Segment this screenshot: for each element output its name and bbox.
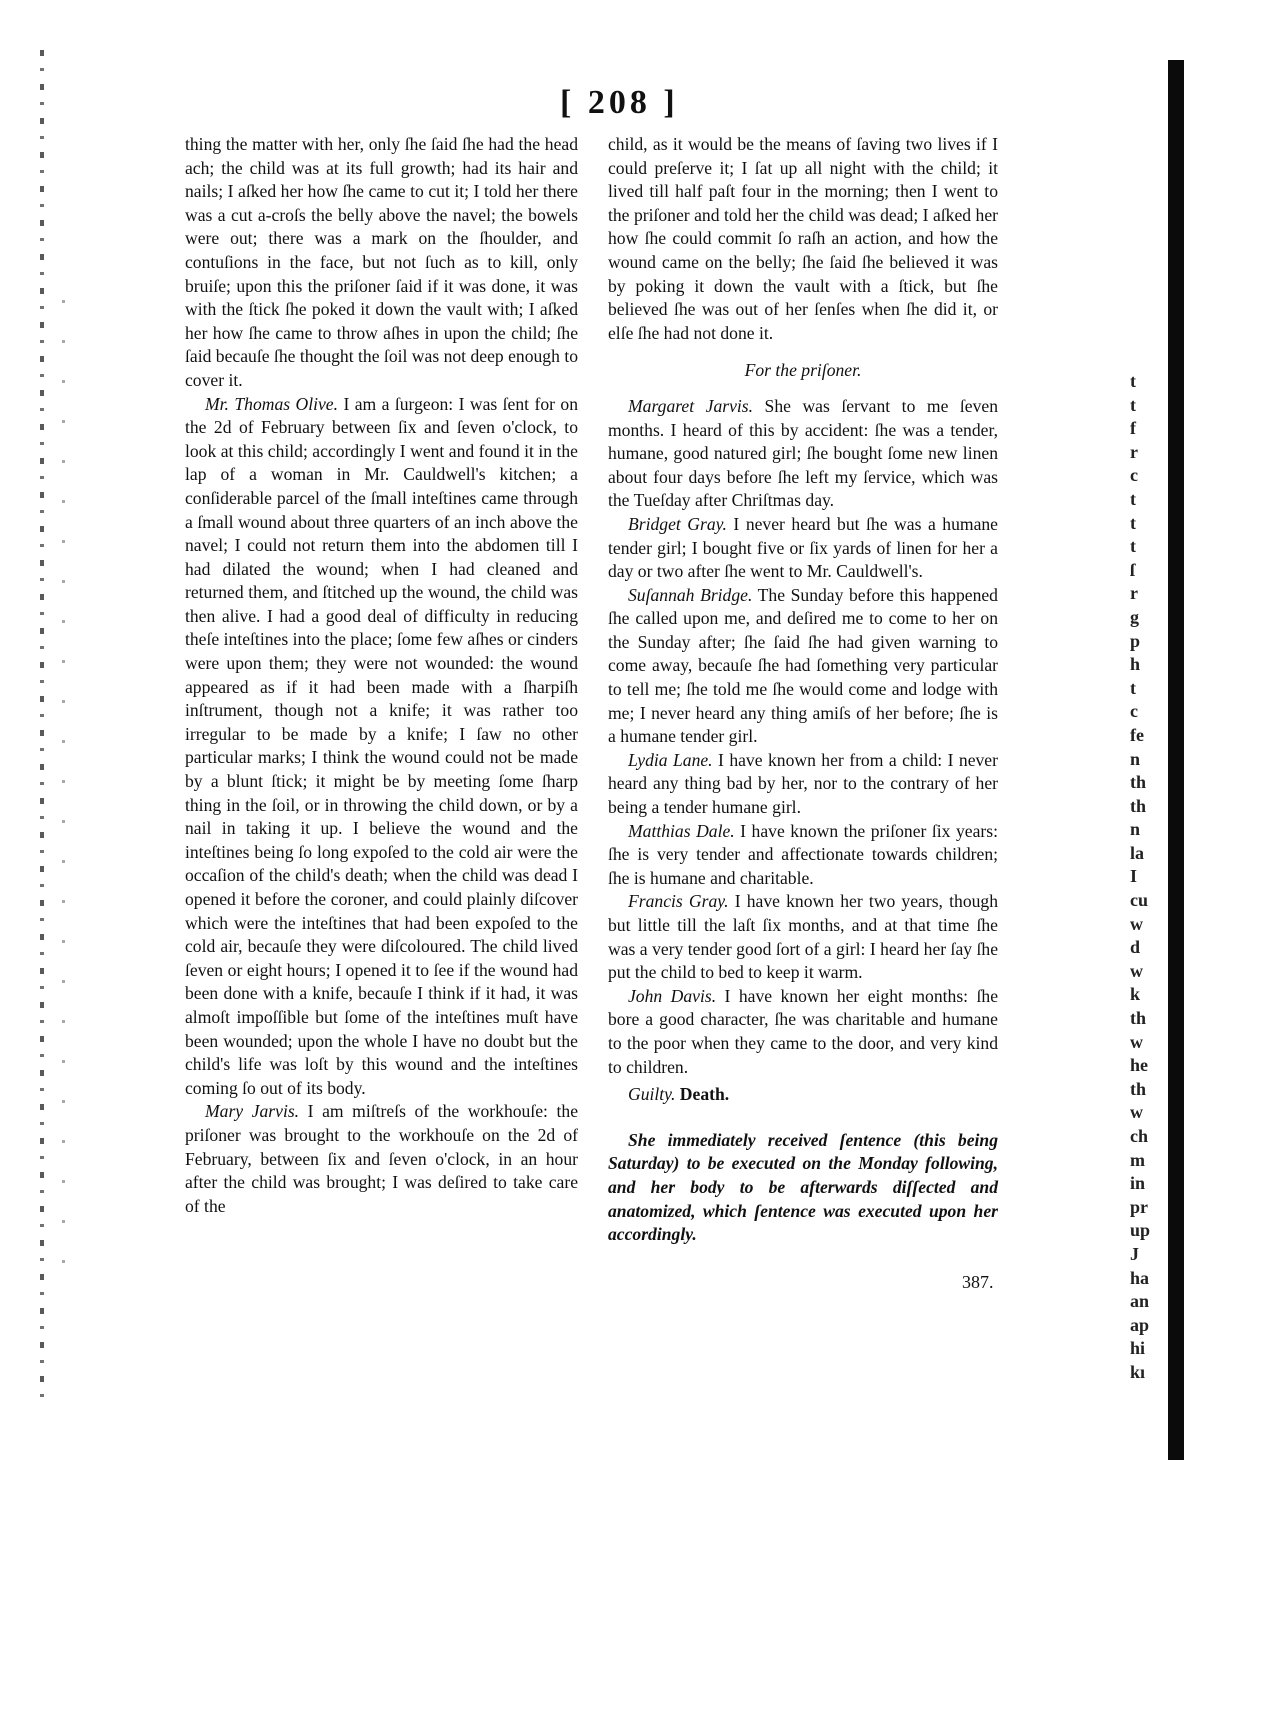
bleed-fragment: t [1130, 488, 1136, 509]
bleed-fragment: up [1130, 1220, 1151, 1241]
testimony-matthias-dale [608, 820, 998, 891]
witness-name: Mr. Thomas Olive. [205, 393, 339, 414]
bleed-fragment: t [1130, 677, 1136, 698]
bleed-fragment: w [1130, 1031, 1143, 1052]
bleed-fragment: cu [1130, 890, 1148, 911]
bleed-fragment: in [1130, 1173, 1146, 1194]
bleed-fragment: w [1130, 1102, 1143, 1123]
witness-name: Suſannah Bridge. [628, 584, 753, 605]
bleed-fragment: pr [1130, 1196, 1148, 1217]
bleed-fragment: ha [1130, 1267, 1150, 1288]
scan-left-edge-marks [62, 300, 65, 1300]
testimony-bridget-gray [608, 513, 998, 584]
testimony-text: I never heard but ſhe was a humane tender girl; I bought five or ſix yards of linen for her a day or two after ſhe went to Mr. Cauldwell's. [608, 513, 998, 582]
testimony-lydia-lane [608, 749, 998, 820]
bleed-fragment: k [1130, 984, 1141, 1005]
testimony-text: I am miſtreſs of the workhouſe: the priſoner was brought to the workhouſe on the 2d of February, between ſix and ſeven o'clock, in an hour after the child was brought; I was deſired to take care of the [185, 1101, 579, 1216]
bleed-fragment: g [1130, 606, 1139, 627]
testimony-thomas-olive [185, 393, 578, 1101]
witness-name: Bridget Gray. [628, 513, 727, 534]
bleed-fragment: he [1130, 1055, 1148, 1076]
sentence-note: She immediately received ſentence (this being Saturday) to be executed on the Monday following, and her body to be afterwards diſſected and anatomized, which ſentence was executed upon her accordingly. [608, 1129, 998, 1245]
bleed-fragment: h [1130, 654, 1141, 675]
bleed-fragment: p [1130, 630, 1141, 651]
testimony-text: I have known her two years, though but little till the laſt ſix months, and at that time ſhe was a very tender good ſort of a girl: I heard her ſay ſhe put the child to bed to keep it warm. [608, 891, 999, 983]
bleed-fragment: d [1130, 937, 1141, 958]
scan-left-edge [40, 50, 44, 1400]
testimony-text: I have known the priſoner ſix years: ſhe is very tender and affectionate towards children; ſhe is humane and charitable. [608, 820, 998, 888]
testimony-text: I am a ſurgeon: I was ſent for on the 2d of February between ſix and ſeven o'clock, to look at this child; accordingly I went and found it in the lap of a woman in Mr. Cauldwell's kitchen; a conſiderable parcel of the ſmall inteſtines came through a ſmall wound about three quarters of an inch above the navel; I could not return them into the abdomen till I had dilated the wound; when I had cleaned and returned them, and ſtitched up the wound, the child was then alive. I had a good deal of difficulty in reducing theſe inteſtines into the place; ſome few aſhes or cinders were upon them; they were not wounded: the wound appeared as if it had been made with a ſharpiſh inſtrument, though not a knife; it was rather too irregular to be made by a knife; I ſaw no other particular marks; I think the wound could not be made by a blunt ſtick; it might be by meeting ſome ſharp thing in the ſoil, or in throwing the child down, or by a nail in taking it up. I believe the wound and the inteſtines being ſo long expoſed to the cold air were the occaſion of the child's death; when the child was dead I opened it before the coroner, and could plainly diſcover which were the inteſtines that had been expoſed to the cold air, becauſe they were diſcoloured. The child lived ſeven or eight hours; I opened it to ſee if the wound had been done with a knife, becauſe I think if it had, it was almoſt impoſſible but ſome of the inteſtines muſt have been wounded; upon the whole I have no doubt but the child's life was loſt by this wound and the inteſtines coming ſo out of its body. [185, 393, 578, 1098]
bleed-fragment: t [1130, 371, 1136, 391]
testimony-susannah-bridge [608, 584, 998, 749]
bleed-fragment: th [1130, 772, 1147, 793]
facing-page-bleed [1130, 370, 1164, 1385]
bleed-fragment: m [1130, 1149, 1145, 1170]
bleed-fragment: I [1130, 866, 1138, 887]
bleed-fragment: th [1130, 795, 1147, 816]
bleed-fragment: c [1130, 465, 1138, 486]
witness-name: John Davis. [628, 985, 717, 1006]
testimony-margaret-jarvis [608, 395, 998, 513]
testimony-text: I have known her eight months: ſhe bore a good character, ſhe was charitable and humane to the poor when they came to the door, and very kind to children. [608, 985, 998, 1077]
testimony-text: The Sunday before this happened ſhe called upon me, and deſired me to come to her on the Sunday after; ſhe ſaid ſhe had given warning to come away, becauſe ſhe had ſomething very particular to tell me; ſhe told me ſhe would come and lodge with me; I never heard any thing amiſs of her before; ſhe is a humane tender girl. [608, 584, 998, 747]
bleed-fragment: la [1130, 842, 1145, 863]
bleed-fragment: ſ [1130, 559, 1136, 580]
bleed-fragment: r [1130, 583, 1138, 604]
witness-name: Mary Jarvis. [205, 1101, 300, 1122]
bleed-fragment: t [1130, 394, 1136, 415]
bleed-fragment: w [1130, 960, 1143, 981]
scan-right-edge-bar [1168, 60, 1184, 1460]
testimony-text: I have known her from a child: I never heard any thing bad by her, nor to the contrary of her being a tender humane girl. [608, 749, 998, 818]
bleed-fragment: n [1130, 819, 1141, 840]
verdict-sentence: Death. [675, 1084, 730, 1105]
bleed-fragment: t [1130, 536, 1136, 557]
bleed-fragment: th [1130, 1078, 1147, 1099]
bleed-fragment: kı [1130, 1361, 1146, 1382]
bleed-fragment: t [1130, 512, 1136, 533]
bleed-fragment: ap [1130, 1314, 1150, 1335]
bleed-fragment: th [1130, 1008, 1147, 1029]
testimony-john-davis [608, 985, 998, 1079]
witness-name: Margaret Jarvis. [628, 395, 754, 416]
bleed-fragment: r [1130, 441, 1138, 462]
right-column [608, 133, 998, 1247]
catchword: 387. [962, 1272, 994, 1292]
page-number: [ 208 ] [560, 84, 679, 121]
verdict [608, 1083, 998, 1107]
section-heading: For the priſoner. [744, 360, 862, 381]
bleed-fragment: hi [1130, 1338, 1146, 1359]
testimony-francis-gray [608, 890, 998, 984]
bleed-fragment: w [1130, 913, 1143, 934]
bleed-fragment: f [1130, 418, 1136, 439]
witness-name: Matthias Dale. [628, 820, 735, 841]
witness-name: Lydia Lane. [628, 749, 713, 770]
paragraph-continued: child, as it would be the means of ſaving two lives if I could preſerve it; I ſat up all night with the child; it lived till half paſt four in the morning; then I went to the priſoner and told her the child was dead; I aſked her how ſhe could commit ſo raſh an action, and how the wound came on the belly; ſhe ſaid ſhe believed it was by poking it down the vault with a ſtick, but ſhe believed ſhe was out of her ſenſes when ſhe did it, or elſe ſhe had not done it. [608, 134, 998, 343]
paragraph-continued: thing the matter with her, only ſhe ſaid ſhe had the head ach; the child was at its full growth; had its hair and nails; I aſked her how ſhe came to cut it; I told her there was a cut a-croſs the belly above the navel; the bowels were out; there was a mark on the ſhoulder, and contuſions in the face, but not ſuch as to kill, only bruiſe; upon this the priſoner ſaid if it was done, it was with the ſtick ſhe poked it down the vault with; I aſked her how ſhe came to throw aſhes in upon the child; ſhe ſaid becauſe ſhe thought the ſoil was not deep enough to cover it. [185, 134, 578, 390]
testimony-mary-jarvis [185, 1100, 578, 1218]
bleed-fragment: J [1130, 1243, 1139, 1264]
left-column [185, 133, 578, 1218]
bleed-fragment: ch [1130, 1126, 1148, 1146]
bleed-fragment: c [1130, 701, 1138, 722]
bleed-fragment: an [1130, 1291, 1150, 1312]
bleed-fragment: fe [1130, 724, 1144, 745]
bleed-fragment: n [1130, 748, 1141, 769]
witness-name: Francis Gray. [628, 891, 729, 912]
verdict-label: Guilty. [628, 1084, 676, 1105]
testimony-text: She was ſervant to me ſeven months. I heard of this by accident: ſhe was a tender, humane, good natured girl; ſhe bought ſome new linen about four days before ſhe left my ſervice, which was the Tueſday after Chriſtmas day. [608, 395, 998, 511]
